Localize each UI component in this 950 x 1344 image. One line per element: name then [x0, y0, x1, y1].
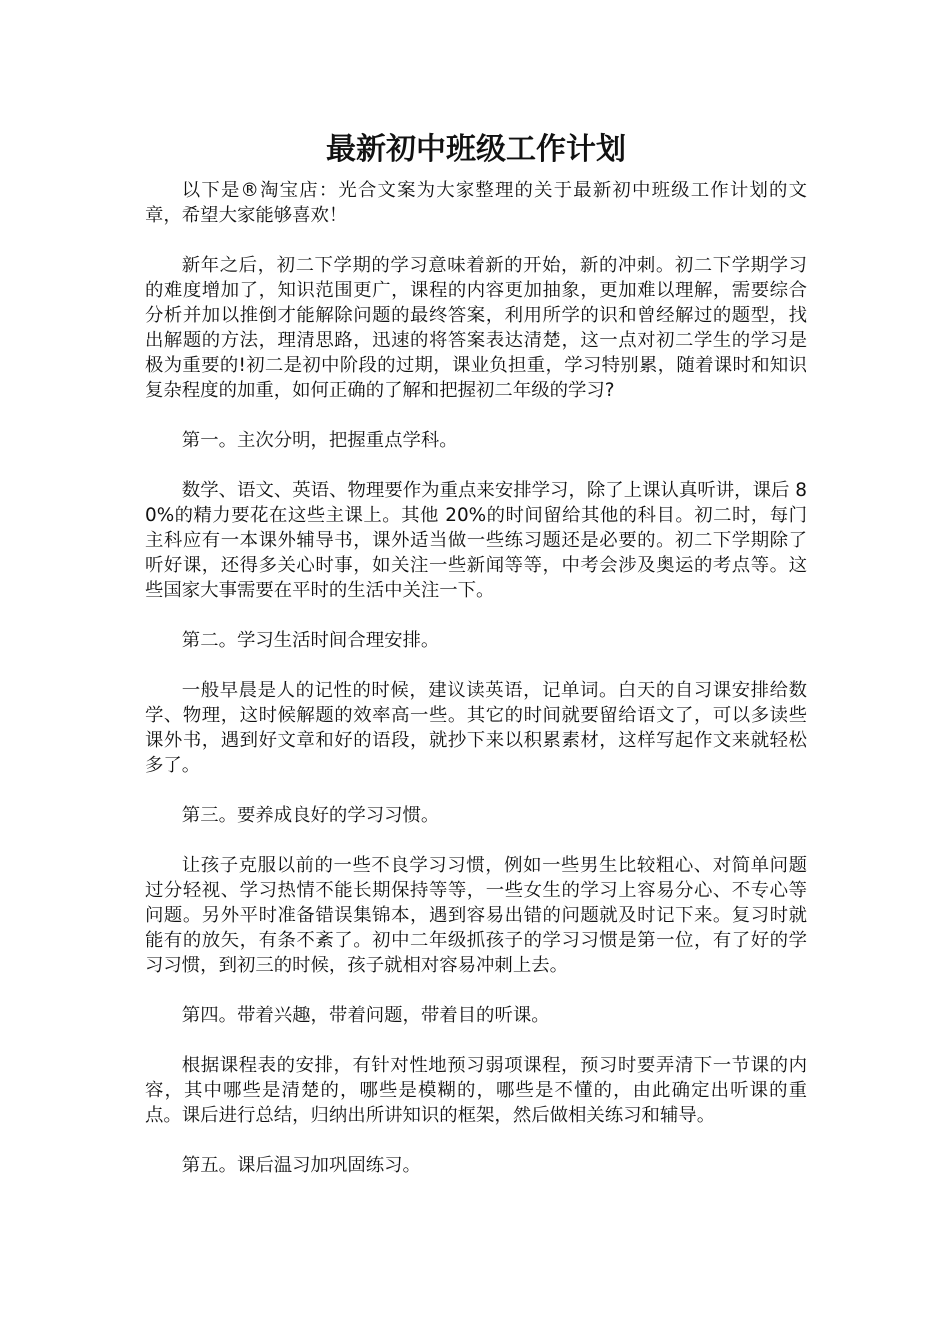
- section-heading-1: 第一。主次分明，把握重点学科。: [181, 430, 458, 451]
- body-paragraph: 让孩子克服以前的一些不良学习习惯，例如一些男生比较粗心、对简单问题过分轻视、学习热情不能长期保持等等，一些女生的学习上容易分心、不专心等问题。另外平时准备错误集锦本，遇到容易出错的问题就及时记下来。复习时就能有的放矢，有条不紊了。初中二年级抓孩子的学习习惯是第一位，有了好的学习习惯，到初三的时候，孩子就相对容易冲刺上去。: [145, 855, 807, 976]
- section-heading-5: 第五。课后温习加巩固练习。: [181, 1155, 421, 1176]
- body-paragraph: 一般早晨是人的记性的时候，建议读英语，记单词。白天的自习课安排给数学、物理，这时候解题的效率高一些。其它的时间就要留给语文了，可以多读些课外书，遇到好文章和好的语段，就抄下来以积累素材，这样写起作文来就轻松多了。: [145, 680, 807, 776]
- document-page: [145, 128, 807, 1203]
- intro-paragraph: 以下是®淘宝店：光合文案为大家整理的关于最新初中班级工作计划的文章，希望大家能够喜欢！: [145, 180, 807, 226]
- section-heading-2: 第二。学习生活时间合理安排。: [181, 630, 440, 651]
- body-paragraph: 新年之后，初二下学期的学习意味着新的开始，新的冲刺。初二下学期学习的难度增加了，知识范围更广，课程的内容更加抽象，更加难以理解，需要综合分析并加以推倒才能解除问题的最终答案，利用所学的识和曾经解过的题型，找出解题的方法，理清思路，迅速的将答案表达清楚，这一点对初二学生的学习是极为重要的!初二是初中阶段的过期，课业负担重，学习特别累，随着课时和知识复杂程度的加重，如何正确的了解和把握初二年级的学习?: [145, 255, 807, 401]
- body-paragraph: 根据课程表的安排，有针对性地预习弱项课程，预习时要弄清下一节课的内容，其中哪些是清楚的，哪些是模糊的，哪些是不懂的，由此确定出听课的重点。课后进行总结，归纳出所讲知识的框架，然后做相关练习和辅导。: [145, 1055, 807, 1126]
- document-title: 最新初中班级工作计划: [326, 132, 626, 167]
- body-paragraph: 数学、语文、英语、物理要作为重点来安排学习，除了上课认真听讲，课后 80%的精力要花在这些主课上。其他 20%的时间留给其他的科目。初二时，每门主科应有一本课外辅导书，课外适当做一些练习题还是必要的。初二下学期除了听好课，还得多关心时事，如关注一些新闻等等，中考会涉及奥运的考点等。这些国家大事需要在平时的生活中关注一下。: [145, 480, 807, 601]
- section-heading-4: 第四。带着兴趣，带着问题，带着目的听课。: [181, 1005, 550, 1026]
- section-heading-3: 第三。要养成良好的学习习惯。: [181, 805, 440, 826]
